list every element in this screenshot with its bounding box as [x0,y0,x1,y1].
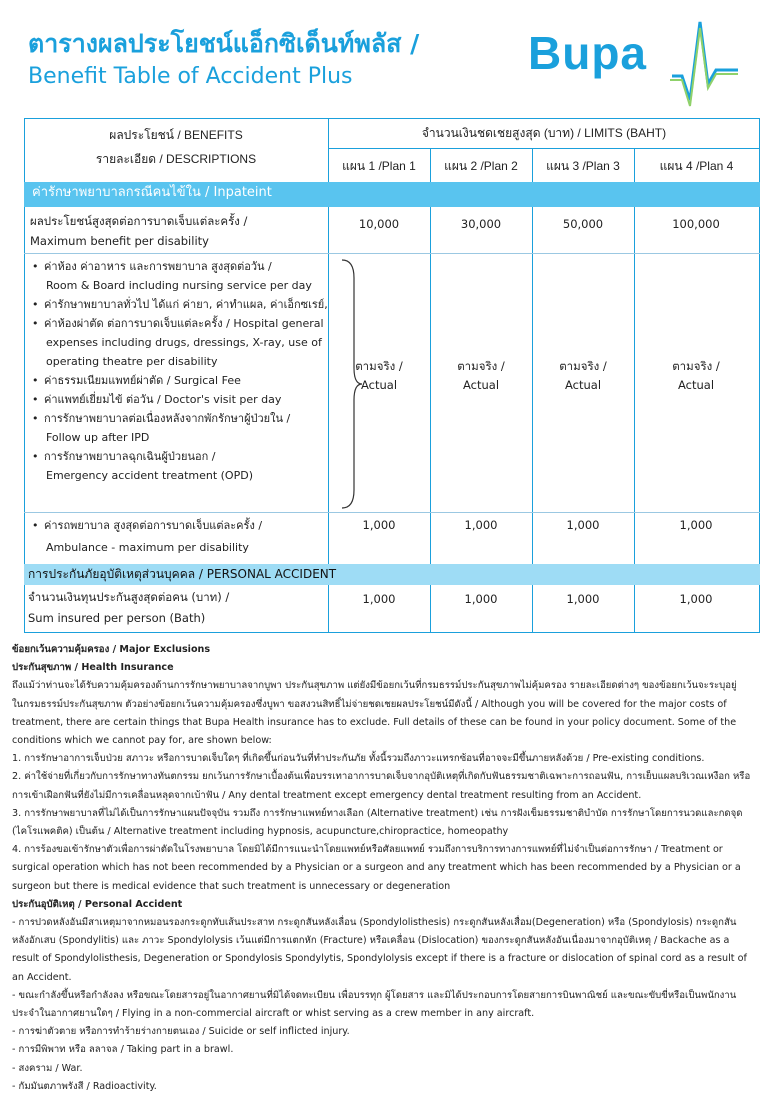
benefits-header: ผลประโยชน์ / BENEFITS [109,128,243,142]
health-exclusion-item: 3. การรักษาพยาบาลที่ไม่ได้เป็นการรักษาแผนปัจจุบัน รวมถึง การรักษาแพทย์ทางเลือก (Alternative treatment) เช่น การฝังเข็มธรรมชาติบำบัด การรักษาโดยการนวดและกดจุด (ไคโรแพคติค) เป็นต้น / Alternative treatment including hypnosis, acupuncture,chiropractice, homeopathy [12,807,743,838]
max-benefit-label-th: ผลประโยชน์สูงสุดต่อการบาดเจ็บแต่ละครั้ง / [30,214,248,228]
health-exclusion-item: 2. ค่าใช้จ่ายที่เกี่ยวกับการรักษาทางทันตกรรม ยกเว้นการรักษาเบื้องต้นเพื่อบรรเทาอาการบาดเจ็บจากอุบัติเหตุที่เกิดกับฟันธรรมชาติเฉพาะการถอนฟัน, การเย็บแผลบริเวณเหงือก หรือการเข้าเฝือกฟันที่ยังไม่มีการเคลื่อนหลุดจากเบ้าฟัน / Any dental treatment except emergency dental treatment resulting from an Accident. [12,771,751,801]
inpatient-item [32,276,356,295]
actual-plan-2-th: ตามจริง / [457,359,505,373]
pa-exclusion-item: - สงคราม / War. [12,1062,83,1074]
inpatient-item-text: ค่าแพทย์เยี่ยมไข้ ต่อวัน / Doctor's visit per day [44,393,282,406]
bullet-icon: • [32,412,39,425]
header-divider [328,148,760,149]
max-benefit-plan-3: 50,000 [562,217,604,231]
actual-plan-3-th: ตามจริง / [559,359,607,373]
bullet-icon: • [32,260,39,273]
inpatient-item [32,409,342,428]
inpatient-item-text: expenses including drugs, dressings, X-ray, use of [46,336,322,349]
table-top-border [24,118,760,119]
inpatient-item [32,257,342,276]
exclusions-title: ข้อยกเว้นความคุ้มครอง / Major Exclusions [12,644,211,655]
actual-plan-2-en: Actual [462,378,500,392]
inpatient-item-text: ค่าธรรมเนียมแพทย์ผ่าตัด / Surgical Fee [44,374,241,387]
ambulance-label-th-text: ค่ารถพยาบาล สูงสุดต่อการบาดเจ็บแต่ละครั้ง / [44,519,263,532]
plan-3-header: แผน 3 /Plan 3 [546,159,620,173]
benefit-table [24,118,760,633]
table-bottom-border [24,632,760,633]
inpatient-item [32,295,342,314]
bullet-icon: • [32,450,39,463]
inpatient-item-text: Follow up after IPD [46,431,150,444]
plan-1-header: แผน 1 /Plan 1 [342,159,416,173]
inpatient-items-list [24,257,348,485]
inpatient-item [32,428,356,447]
sum-insured-plan-3: 1,000 [566,592,600,606]
heartbeat-icon [522,14,740,112]
health-exclusion-item: 4. การร้องขอเข้ารักษาตัวเพื่อการผ่าตัดในโรงพยาบาล โดยมิได้มีการแนะนำโดยแพทย์หรือศัลยแพทย์ รวมถึงการบริการทางการแพทย์ที่ไม่จำเป็นต่อการรักษา / Treatment or surgical operation which has not been recommended by a Physician or a surgeon and any treatment which has been recommended by a Physician or a surgeon but there is medical evidence that such treatment is unnecessary or degeneration [12,844,741,892]
ambulance-plan-4: 1,000 [679,518,713,532]
actual-plan-4-en: Actual [677,378,715,392]
pa-exclusion-item: - กัมมันตภาพรังสี / Radioactivity. [12,1080,157,1092]
health-exclusion-list [12,750,752,896]
health-insurance-title: ประกันสุขภาพ / Health Insurance [12,662,174,674]
actual-plan-3-en: Actual [564,378,602,392]
actual-plan-4-th: ตามจริง / [672,359,720,373]
inpatient-item-text: ค่าห้อง ค่าอาหาร และการพยาบาล สูงสุดต่อวัน / [44,260,272,273]
actual-plan-1-en: Actual [360,378,398,392]
bullet-icon: • [32,393,39,406]
inpatient-item-text: Room & Board including nursing service per day [46,279,312,292]
ambulance-plan-1: 1,000 [362,518,396,532]
plan-2-header: แผน 2 /Plan 2 [444,159,518,173]
health-intro: ถึงแม้ว่าท่านจะได้รับความคุ้มครองด้านการรักษาพยาบาลจากบูพา ประกันสุขภาพ แต่ยังมีข้อยกเว้นที่กรมธรรม์ประกันสุขภาพไม่คุ้มครอง รายละเอียดต่างๆ ของข้อยกเว้นจะระบุอยู่ในกรมธรรม์ประกันสุขภาพ ตัวอย่างข้อยกเว้นความคุ้มครองซึ่งบูพา ขอสงวนสิทธิ์ไม่จ่ายชดเชยผลประโยชน์มีดังนี้ / Although you will be covered for the major costs of treatment, there are certain things that Bupa Health insurance has to exclude. Full details of these can be found in your policy document. Some of the conditions which we cannot pay for, are shown below: [12,680,737,747]
inpatient-item [32,333,356,352]
ambulance-plan-2: 1,000 [464,518,498,532]
logo-text: Bupa [528,27,647,79]
inpatient-item-text: ค่ารักษาพยาบาลทั่วไป ได้แก่ ค่ายา, ค่าทำแผล, ค่าเอ็กซเรย์, [44,298,328,311]
bupa-logo [522,14,740,112]
personal-accident-title: ประกันอุบัติเหตุ / Personal Accident [12,898,183,910]
row-divider [24,512,760,513]
page-title-english: Benefit Table of Accident Plus [28,64,353,89]
descriptions-header: รายละเอียด / DESCRIPTIONS [95,152,257,166]
max-benefit-plan-1: 10,000 [358,217,400,231]
pa-exclusion-item: - การฆ่าตัวตาย หรือการทำร้ายร่างกายตนเอง / Suicide or self inflicted injury. [12,1026,350,1038]
inpatient-item-text: การรักษาพยาบาลต่อเนื่องหลังจากพักรักษาผู้ป่วยใน / [44,412,291,425]
inpatient-item-text: การรักษาพยาบาลฉุกเฉินผู้ป่วยนอก / [44,450,216,463]
sum-insured-label-th: จำนวนเงินทุนประกันสูงสุดต่อคน (บาท) / [28,590,230,604]
pa-exclusion-list [12,914,752,1096]
actual-plan-1-th: ตามจริง / [355,359,403,373]
pa-exclusion-item: - การมีพิพาท หรือ ลลาจล / Taking part in a brawl. [12,1044,234,1056]
pa-exclusion-item: - ขณะกำลังขึ้นหรือกำลังลง หรือขณะโดยสารอยู่ในอากาศยานที่มิได้จดทะเบียน เพื่อบรรทุก ผู้โดยสาร และมิได้ประกอบการโดยสายการบินพาณิชย์ และขณะขับขี่หรือเป็นพนักงานประจำในอากาศยานใดๆ / Flying in a non-commercial aircraft or whist serving as a crew member in any aircraft. [12,989,737,1020]
sum-insured-plan-1: 1,000 [362,592,396,606]
inpatient-item [32,390,342,409]
max-benefit-plan-2: 30,000 [460,217,502,231]
inpatient-item-text: ค่าห้องผ่าตัด ต่อการบาดเจ็บแต่ละครั้ง / Hospital general [44,317,324,330]
inpatient-item [32,314,342,333]
exclusions-section [12,641,752,1096]
max-benefit-plan-4: 100,000 [672,217,720,231]
personal-accident-band: การประกันภัยอุบัติเหตุส่วนบุคคล / PERSONAL ACCIDENT [24,564,760,585]
ambulance-plan-3: 1,000 [566,518,600,532]
plan-4-header: แผน 4 /Plan 4 [659,159,734,173]
sum-insured-plan-4: 1,000 [679,592,713,606]
sum-insured-plan-2: 1,000 [464,592,498,606]
bullet-icon: • [32,317,39,330]
inpatient-item-text: Emergency accident treatment (OPD) [46,469,253,482]
bullet-icon: • [32,519,39,532]
inpatient-item [32,352,356,371]
max-benefit-label-en: Maximum benefit per disability [30,234,209,248]
page-title-thai: ตารางผลประโยชน์แอ็กซิเด็นท์พลัส / [28,29,420,58]
row-divider [24,253,760,254]
limits-header: จำนวนเงินชดเชยสูงสุด (บาท) / LIMITS (BAHT) [421,126,667,140]
bullet-icon: • [32,374,39,387]
inpatient-item [32,466,356,485]
sum-insured-label-en: Sum insured per person (Bath) [28,611,206,625]
inpatient-item [32,447,342,466]
inpatient-section-band: ค่ารักษาพยาบาลกรณีคนไข้ใน / Inpateint [24,182,760,207]
inpatient-item-text: operating theatre per disability [46,355,218,368]
health-exclusion-item: 1. การรักษาอาการเจ็บป่วย สภาวะ หรือการบาดเจ็บใดๆ ที่เกิดขึ้นก่อนวันที่ทำประกันภัย ทั้งนี้รวมถึงภาวะแทรกซ้อนที่อาจจะมีขึ้นภายหลังด้วย / Pre-existing conditions. [12,753,705,765]
pa-exclusion-item: - การปวดหลังอันมีสาเหตุมาจากหมอนรองกระดูกทับเส้นประสาท กระดูกสันหลังเลื่อน (Spondylolisthesis) กระดูกสันหลังเสื่อม(Degeneration) หรือ (Spondylosis) กระดูกสันหลังอักเสบ (Spondylitis) และ ภาวะ Spondylolysis เว้นแต่มีการแตกหัก (Fracture) หรือเคลื่อน (Dislocation) ของกระดูกสันหลังอันเนื่องมาจากอุบัติเหตุ / Backache as a result of Spondylolisthesis, Degeneration or Spondylosis Spondylytis, Spondylolysis except if there is a fracture or dislocation of spinal cord as a result of an Accident. [12,917,747,983]
ambulance-label-th [32,516,342,535]
ambulance-label-en: Ambulance - maximum per disability [46,541,249,554]
bullet-icon: • [32,298,39,311]
inpatient-item [32,371,342,390]
